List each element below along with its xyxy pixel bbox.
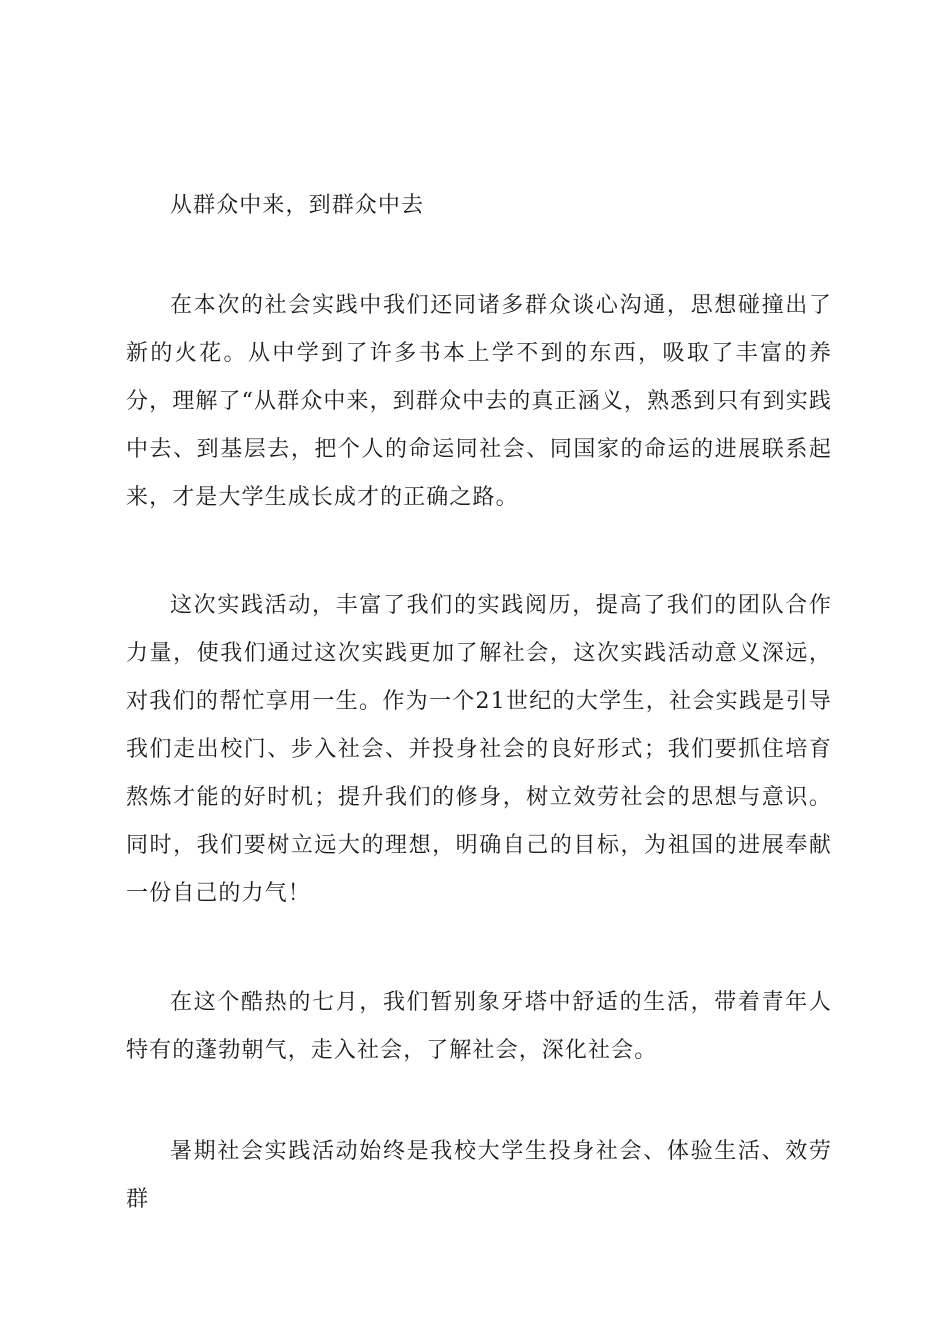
paragraph-practice-insight: 在本次的社会实践中我们还同诸多群众谈心沟通，思想碰撞出了新的火花。从中学到了许多书本上学不到的东西，吸取了丰富的养分，理解了“从群众中来，到群众中去的真正涵义，熟悉到只有到实践中去、到基层去，把个人的命运同社会、同国家的命运的进展联系起来，才是大学生成长成才的正确之路。 bbox=[126, 293, 832, 510]
paragraph-july: 在这个酷热的七月，我们暂别象牙塔中舒适的生活，带着青年人特有的蓬勃朝气，走入社会，了解社会，深化社会。 bbox=[126, 990, 832, 1063]
section-heading: 从群众中来，到群众中去 bbox=[170, 193, 425, 218]
paragraph-activity-meaning: 这次实践活动，丰富了我们的实践阅历，提高了我们的团队合作力量，使我们通过这次实践更加了解社会，这次实践活动意义深远，对我们的帮忙享用一生。作为一个21世纪的大学生，社会实践是引导我们走出校门、步入社会、并投身社会的良好形式；我们要抓住培育熬炼才能的好时机；提升我们的修身，树立效劳社会的思想与意识。同时，我们要树立远大的理想，明确自己的目标，为祖国的进展奉献一份自己的力气！ bbox=[126, 593, 832, 906]
paragraph-summer-practice: 暑期社会实践活动始终是我校大学生投身社会、体验生活、效劳群 bbox=[126, 1139, 832, 1212]
